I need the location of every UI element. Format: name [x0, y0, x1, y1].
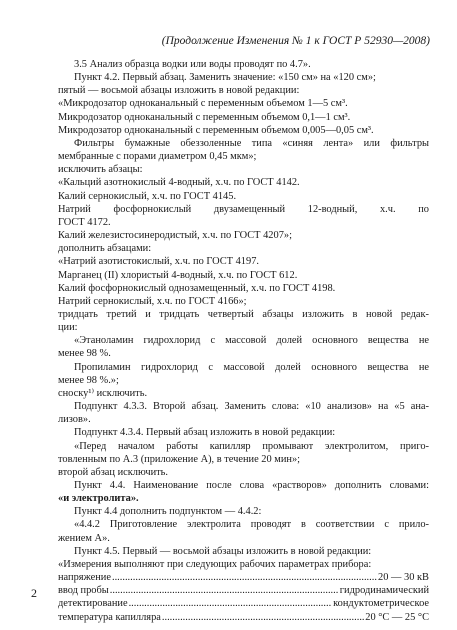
text-line: менее 98 %.»;: [58, 374, 119, 386]
text-line: Фильтры бумажные обеззоленные типа «синяя лента» или фильтры: [74, 137, 429, 149]
text-line: «Перед началом работы капилляр промывают электролитом, приго-: [74, 440, 429, 452]
param-value: кондуктометрическое: [333, 598, 429, 610]
param-value: 20 °С — 25 °С: [365, 611, 429, 623]
text-line: Калий сернокислый, х.ч. по ГОСТ 4145.: [58, 190, 237, 202]
text-line: товленным по А.3 (приложение А), в течение 20 мин»;: [58, 453, 301, 465]
text-line: «и электролита».: [58, 493, 139, 505]
text-line: «Кальций азотнокислый 4-водный, х.ч. по ГОСТ 4142.: [58, 177, 300, 189]
text-line: Пункт 4.5. Первый — восьмой абзацы изложить в новой редакции:: [74, 545, 372, 557]
page-header: (Продолжение Изменения № 1 к ГОСТ Р 52930—2008): [161, 35, 430, 47]
leader-dots: [162, 611, 364, 624]
text-line: ГОСТ 4172.: [58, 216, 111, 228]
text-line: «Измерения выполняют при следующих рабочих параметрах прибора:: [58, 558, 372, 570]
text-line: жением А».: [58, 532, 110, 544]
leader-dots: [129, 597, 333, 610]
text-line: второй абзац исключить.: [58, 466, 169, 478]
text-line: 3.5 Анализ образца водки или воды проводят по 4.7».: [74, 59, 311, 70]
param-label: ввод пробы: [58, 585, 109, 597]
param-label: напряжение: [58, 572, 111, 584]
text-line: «4.4.2 Приготовление электролита проводят в соответствии с прило-: [74, 519, 429, 531]
text-line: сноску¹⁾ исключить.: [58, 387, 148, 399]
leader-dots: [112, 571, 377, 584]
param-row: [58, 597, 429, 610]
text-line: пятый — восьмой абзацы изложить в новой редакции:: [58, 85, 300, 97]
param-value: 20 — 30 кВ: [378, 572, 429, 584]
param-label: температура капилляра: [58, 611, 161, 623]
text-line: дополнить абзацами:: [58, 243, 152, 255]
text-line: Пропиламин гидрохлорид с массовой долей основного вещества не: [74, 361, 429, 373]
leader-dots: [110, 584, 339, 597]
text-line: Микродозатор одноканальный с переменным объемом 0,1—1 см³.: [58, 111, 351, 123]
param-row: [58, 611, 429, 624]
text-line: Пункт 4.4 дополнить подпунктом — 4.4.2:: [74, 506, 262, 518]
text-line: Подпункт 4.3.3. Второй абзац. Заменить слова: «10 анализов» на «5 ана-: [74, 401, 429, 413]
document-body: [58, 58, 429, 624]
text-line: исключить абзацы:: [58, 164, 143, 176]
text-line: Натрий сернокислый, х.ч. по ГОСТ 4166»;: [58, 295, 247, 307]
text-line: Микродозатор одноканальный с переменным объемом 0,005—0,05 см³.: [58, 124, 374, 136]
text-line: менее 98 %.: [58, 348, 111, 360]
text-line: «Натрий азотистокислый, х.ч. по ГОСТ 4197.: [58, 256, 259, 268]
text-line: Пункт 4.2. Первый абзац. Заменить значение: «150 см» на «120 см»;: [74, 72, 376, 84]
param-row: [58, 571, 429, 584]
param-label: детектирование: [58, 598, 128, 610]
text-line: «Микродозатор одноканальный с переменным объемом 1—5 см³.: [58, 98, 348, 110]
text-line: Марганец (II) хлористый 4-водный, х.ч. по ГОСТ 612.: [58, 269, 298, 281]
text-line: Пункт 4.4. Наименование после слова «растворов» дополнить словами:: [74, 480, 429, 491]
text-line: мембранные с порами диаметром 0,45 мкм»;: [58, 151, 257, 163]
text-line: ции:: [58, 322, 78, 334]
text-line: «Этаноламин гидрохлорид с массовой долей основного вещества не: [74, 335, 429, 347]
param-value: гидродинамический: [339, 585, 429, 597]
text-line: Калий железистосинеродистый, х.ч. по ГОСТ 4207»;: [58, 230, 292, 242]
text-line: тридцать третий и тридцать четвертый абзацы изложить в новой редак-: [58, 308, 429, 320]
param-row: [58, 584, 429, 597]
text-line: Натрий фосфорнокислый двузамещенный 12-водный, х.ч. по: [58, 203, 429, 215]
page-number: 2: [31, 586, 37, 600]
text-line: Калий фосфорнокислый однозамещенный, х.ч. по ГОСТ 4198.: [58, 282, 336, 294]
text-line: лизов».: [58, 414, 91, 426]
text-line: Подпункт 4.3.4. Первый абзац изложить в новой редакции:: [74, 427, 336, 439]
